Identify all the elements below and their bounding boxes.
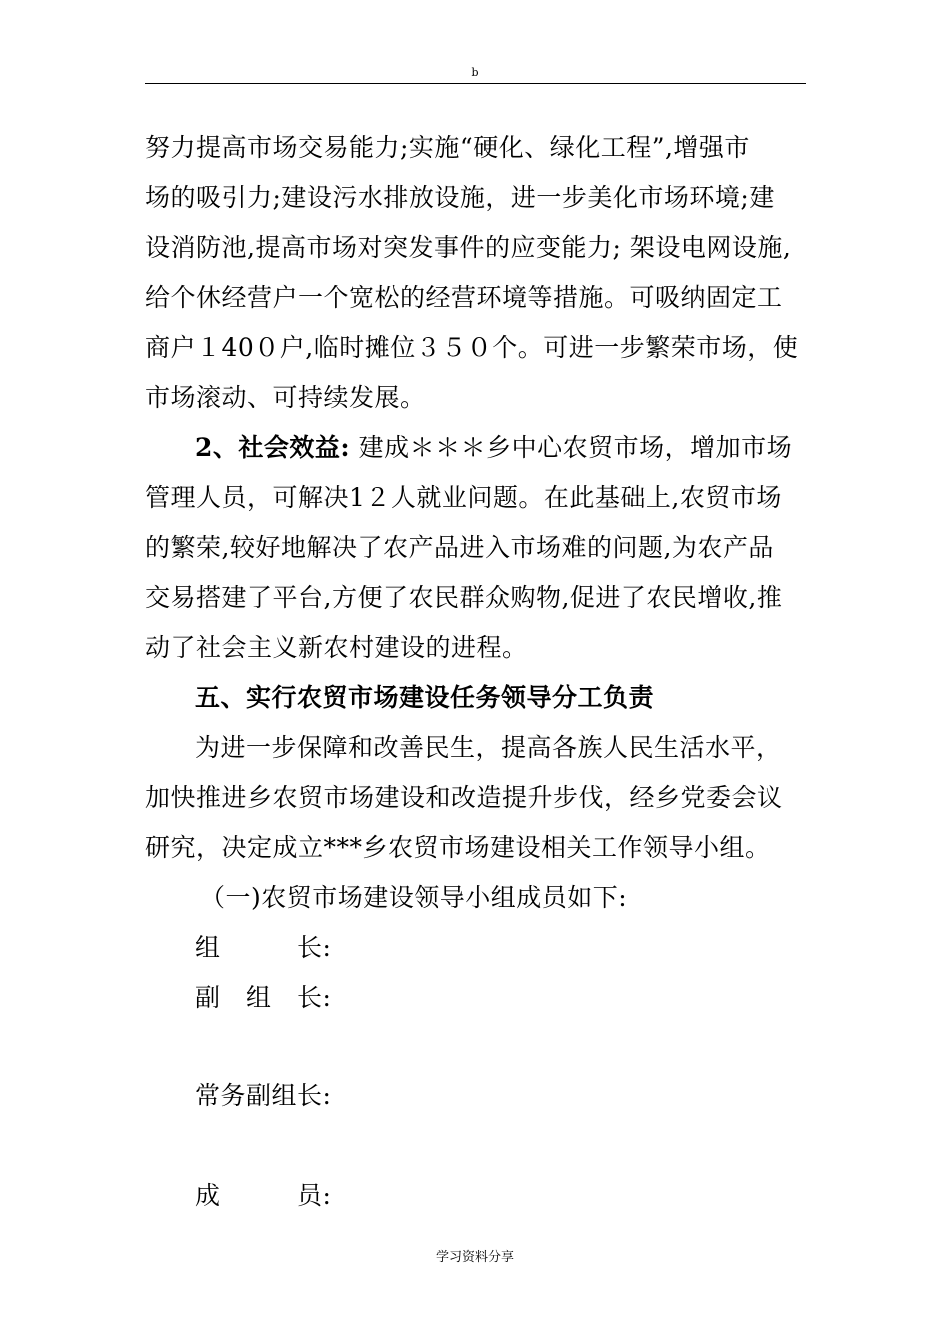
paragraph-line: 为进一步保障和改善民生，提高各族人民生活水平， xyxy=(195,733,782,762)
paragraph-line: 的繁荣,较好地解决了农产品进入市场难的问题,为农产品 xyxy=(145,533,774,562)
footer-text: 学习资料分享 xyxy=(435,1250,514,1265)
members-label: 成 员: xyxy=(195,1181,332,1210)
social-benefit-label: 2、社会效益: xyxy=(195,433,351,462)
social-benefit-text: 建成＊＊＊乡中心农贸市场，增加市场 xyxy=(358,433,793,462)
paragraph-line: 努力提高市场交易能力;实施“硬化、绿化工程”,增强市 xyxy=(145,133,750,162)
vice-leader-label: 副 组 长: xyxy=(195,983,332,1012)
paragraph-line: 研究，决定成立***乡农贸市场建设相关工作领导小组。 xyxy=(145,833,771,862)
paragraph-line: 给个休经营户一个宽松的经营环境等措施。可吸纳固定工 xyxy=(145,283,783,312)
paragraph-line: 商户１40０户,临时摊位３５０个。可进一步繁荣市场，使 xyxy=(145,333,799,362)
paragraph-line: 市场滚动、可持续发展。 xyxy=(145,383,426,412)
social-benefit-line xyxy=(195,432,792,464)
paragraph-line: 场的吸引力;建设污水排放设施，进一步美化市场环境;建 xyxy=(145,183,775,212)
paragraph-line: 交易搭建了平台,方便了农民群众购物,促进了农民增收,推 xyxy=(145,583,783,612)
group-title: （一)农贸市场建设领导小组成员如下: xyxy=(200,883,628,912)
header-rule xyxy=(145,83,806,84)
paragraph-line: 动了社会主义新农村建设的进程。 xyxy=(145,633,528,662)
paragraph-line: 设消防池,提高市场对突发事件的应变能力; 架设电网设施, xyxy=(145,233,792,262)
group-leader-label: 组 长: xyxy=(195,933,332,962)
paragraph-line: 加快推进乡农贸市场建设和改造提升步伐，经乡党委会议 xyxy=(145,783,783,812)
paragraph-line: 管理人员，可解决1２人就业问题。在此基础上,农贸市场 xyxy=(145,483,782,512)
section-heading: 五、实行农贸市场建设任务领导分工负责 xyxy=(195,683,655,712)
header-mark: b xyxy=(471,66,479,79)
executive-vice-leader-label: 常务副组长: xyxy=(195,1081,332,1110)
